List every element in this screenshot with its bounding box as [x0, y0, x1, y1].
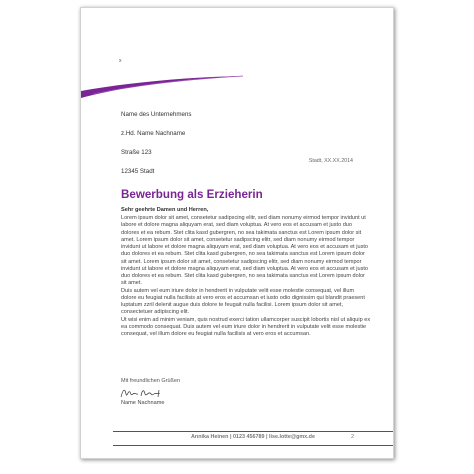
body-paragraph-3: Ut wisi enim ad minim veniam, quis nostrud exerci tation ullamcorper suscipit lobortis nisl ut aliquip ex ea commodo consequat. Duis autem vel eum iriure dolor in hendrerit in vulputate velit esse molestie consequat, vel illum dolore eu feugiat nulla facilisis at vero eros et accumsan. — [121, 316, 371, 337]
page-number: 2 — [351, 434, 354, 440]
body-paragraph-2: Duis autem vel eum iriure dolor in hendrerit in vulputate velit esse molestie consequat, vel illum dolore eu feugiat nulla facilisis at vero eros et accumsan et iusto odio dignissim qui blandit praesent luptatum zzril delenit augue duis dolore te feugait nulla facilisi. Lorem ipsum dolor sit amet, consectetuer adipiscing elit. — [121, 287, 365, 316]
purple-swoosh-logo — [81, 74, 243, 98]
letter-body — [121, 215, 371, 338]
letter-page — [80, 7, 394, 459]
closing-greeting: Mit freundlichen Grüßen — [121, 378, 180, 384]
body-paragraph-1: Lorem ipsum dolor sit amet, consetetur sadipscing elitr, sed diam nonumy eirmod tempor invidunt ut labore et dolore magna aliquyam erat, sed diam voluptua. At vero eos et accusam et justo duo dolores et ea rebum. Stet clita kasd gubergren, no sea takimata sanctus est Lorem ipsum dolor sit amet. Lorem ipsum dolor sit amet, consetetur sadipscing elitr, sed diam nonumy eirmod tempor invidunt ut labore et dolore magna aliquyam erat, sed diam voluptua. At vero eos et accusam et justo duo dolores et ea rebum. Stet clita kasd gubergren, no sea takimata sanctus est Lorem ipsum dolor sit amet. Lorem ipsum dolor sit amet, consetetur sadipscing elitr, sed diam nonumy eirmod tempor invidunt ut labore et dolore magna aliquyam erat, sed diam voluptua. At vero eos et accusam et justo duo dolores et ea rebum. Stet clita kasd gubergren, no sea takimata sanctus est Lorem ipsum dolor sit amet. — [121, 215, 368, 287]
header-mark: x — [119, 58, 122, 64]
handwritten-signature — [119, 386, 167, 400]
letter-title: Bewerbung als Erzieherin — [121, 188, 263, 201]
recipient-street: Straße 123 — [121, 148, 152, 156]
footer-contact: Annika Heinen | 0123 456789 | lise.lotte@gmx.de — [191, 434, 315, 440]
footer-rule-top — [113, 431, 393, 432]
date-line: Stadt, XX.XX.2014 — [308, 158, 353, 164]
recipient-company: Name des Unternehmens — [121, 110, 192, 118]
footer-rule-bottom — [113, 445, 393, 446]
signer-name: Name Nachname — [121, 400, 165, 406]
recipient-attention: z.Hd. Name Nachname — [121, 129, 186, 137]
recipient-address — [121, 100, 192, 186]
salutation: Sehr geehrte Damen und Herren, — [121, 207, 209, 213]
recipient-city: 12345 Stadt — [121, 168, 155, 176]
